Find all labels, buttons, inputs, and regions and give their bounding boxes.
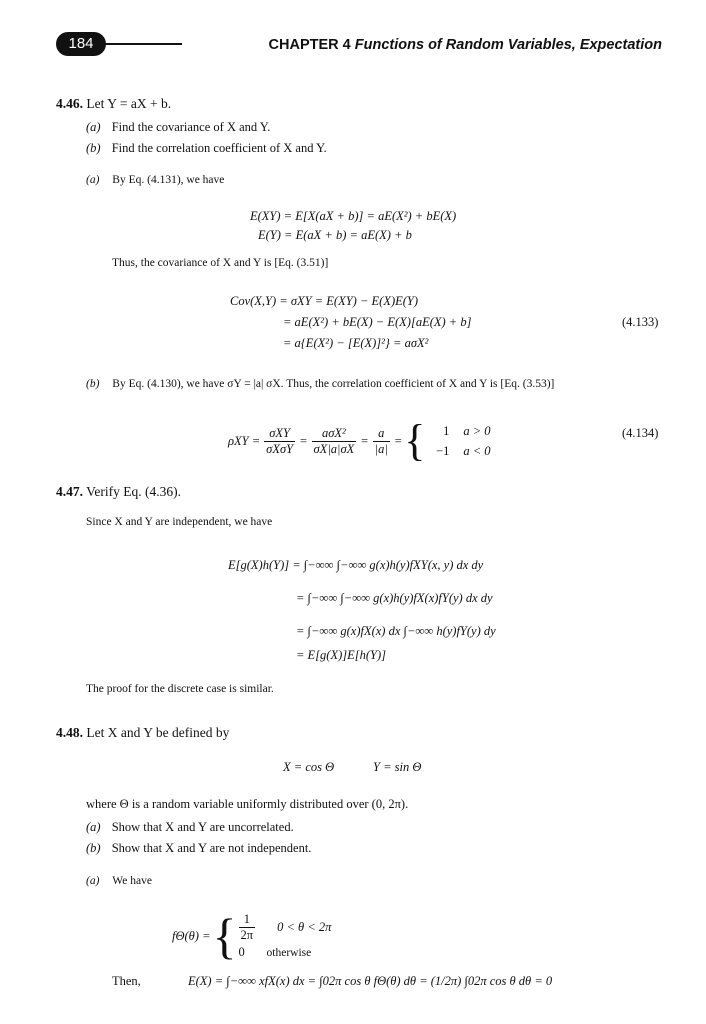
- numerator: 1: [239, 912, 256, 928]
- brace-icon: {: [404, 416, 426, 465]
- fraction: [264, 426, 295, 457]
- expectation-x-line: E(X) = ∫−∞∞ xfX(x) dx = ∫02π cos θ fΘ(θ) dθ = (1/2π) ∫02π cos θ dθ = 0: [188, 974, 553, 988]
- chapter-title: Functions of Random Variables, Expectation: [354, 37, 662, 53]
- solution-b-intro: [86, 378, 554, 390]
- fraction: [239, 912, 256, 943]
- equation-number: (4.134): [622, 426, 659, 440]
- solution-a-intro: [86, 174, 224, 186]
- problem-4-48: [56, 725, 229, 741]
- part-label: (a): [86, 875, 100, 887]
- part-b-question: [86, 841, 311, 856]
- solution-a-intro: [86, 875, 152, 887]
- problem-4-47: [56, 484, 181, 500]
- piecewise-cases: [239, 912, 332, 960]
- part-text: Show that X and Y are uncorrelated.: [111, 820, 294, 834]
- problem-statement: Let Y = aX + b.: [86, 96, 172, 111]
- discrete-note: The proof for the discrete case is similar.: [86, 683, 274, 695]
- correlation-equation: ρXY = $\frac{\text{σXY}}{\text{σXσY}}$ = $\frac{\text{aσX²}}{\sigma X|a|\sigma X}$ = $\frac{a}{|a|}$ = { 1 a > 0 −1 a < 0: [228, 416, 491, 465]
- denominator: σXσY: [266, 441, 294, 456]
- part-a-question: [86, 820, 294, 835]
- part-label: (a): [86, 120, 101, 134]
- solution-text: We have: [112, 875, 152, 887]
- part-label: (b): [86, 378, 100, 390]
- equation-exy: E(XY) = E[X(aX + b)] = aE(X²) + bE(X): [250, 209, 457, 223]
- chapter-label: CHAPTER 4: [268, 37, 351, 53]
- equation-ey: E(Y) = E(aX + b) = aE(X) + b: [258, 228, 412, 242]
- independence-intro: Since X and Y are independent, we have: [86, 516, 273, 528]
- part-a-question: [86, 120, 270, 135]
- case-value: 1: [443, 424, 450, 438]
- pdf-lhs: fΘ(θ) =: [172, 928, 211, 943]
- pdf-equation: [172, 910, 331, 962]
- problem-number: 4.46.: [56, 96, 83, 111]
- cov-line-3: = a{E(X²) − [E(X)]²} = aσX²: [283, 336, 429, 350]
- part-text: Find the correlation coefficient of X and Y.: [111, 141, 327, 155]
- part-label: (b): [86, 141, 101, 155]
- case-value: −1: [436, 444, 450, 458]
- problem-number: 4.48.: [56, 725, 83, 740]
- chapter-heading: [269, 37, 662, 53]
- numerator: a: [373, 426, 390, 442]
- problem-number: 4.47.: [56, 484, 83, 499]
- expectation-line-2: = ∫−∞∞ ∫−∞∞ g(x)h(y)fX(x)fY(y) dx dy: [296, 591, 493, 605]
- page-number-badge: 184: [56, 32, 106, 56]
- piecewise-cases: [427, 421, 490, 461]
- case-condition: otherwise: [266, 946, 312, 959]
- case-condition: a > 0: [463, 424, 491, 438]
- problem-statement: Let X and Y be defined by: [86, 725, 230, 740]
- numerator: aσX²: [312, 426, 357, 442]
- part-label: (a): [86, 174, 100, 186]
- part-text: Show that X and Y are not independent.: [111, 841, 312, 855]
- case-condition: a < 0: [463, 444, 491, 458]
- cov-line-2: = aE(X²) + bE(X) − E(X)[aE(X) + b]: [283, 315, 472, 329]
- part-text: Find the covariance of X and Y.: [111, 120, 271, 134]
- problem-4-46: [56, 96, 171, 112]
- cov-line-1: Cov(X,Y) = σXY = E(XY) − E(X)E(Y): [230, 294, 419, 308]
- fraction: [373, 426, 390, 457]
- solution-text: By Eq. (4.130), we have σY = |a| σX. Thus, the correlation coefficient of X and Y is [Eq. (3.53)]: [112, 378, 555, 390]
- solution-text: By Eq. (4.131), we have: [112, 174, 225, 186]
- problem-statement: Verify Eq. (4.36).: [86, 484, 181, 499]
- brace-icon: {: [212, 908, 237, 964]
- denominator: σX|a|σX: [313, 441, 355, 456]
- part-b-question: [86, 141, 327, 156]
- where-text: where Θ is a random variable uniformly distributed over (0, 2π).: [86, 797, 409, 811]
- fraction: [312, 426, 357, 457]
- header-rule: [104, 43, 182, 45]
- covariance-intro: Thus, the covariance of X and Y is [Eq. (3.51)]: [112, 257, 329, 269]
- case-value: 0: [238, 945, 245, 959]
- then-label: Then,: [112, 974, 141, 988]
- denominator: 2π: [240, 928, 254, 942]
- expectation-line-4: = E[g(X)]E[h(Y)]: [296, 648, 387, 662]
- equation-number: (4.133): [622, 315, 659, 329]
- rho-lhs: ρXY =: [228, 433, 261, 448]
- definition-y: Y = sin Θ: [373, 760, 422, 774]
- part-label: (b): [86, 841, 101, 855]
- part-label: (a): [86, 820, 101, 834]
- numerator: σXY: [264, 426, 295, 442]
- expectation-line-1: E[g(X)h(Y)] = ∫−∞∞ ∫−∞∞ g(x)h(y)fXY(x, y) dx dy: [228, 558, 484, 572]
- denominator: |a|: [374, 441, 388, 456]
- definition-x: X = cos Θ: [283, 760, 335, 774]
- case-condition: 0 < θ < 2π: [277, 920, 332, 934]
- expectation-line-3: = ∫−∞∞ g(x)fX(x) dx ∫−∞∞ h(y)fY(y) dy: [296, 624, 496, 638]
